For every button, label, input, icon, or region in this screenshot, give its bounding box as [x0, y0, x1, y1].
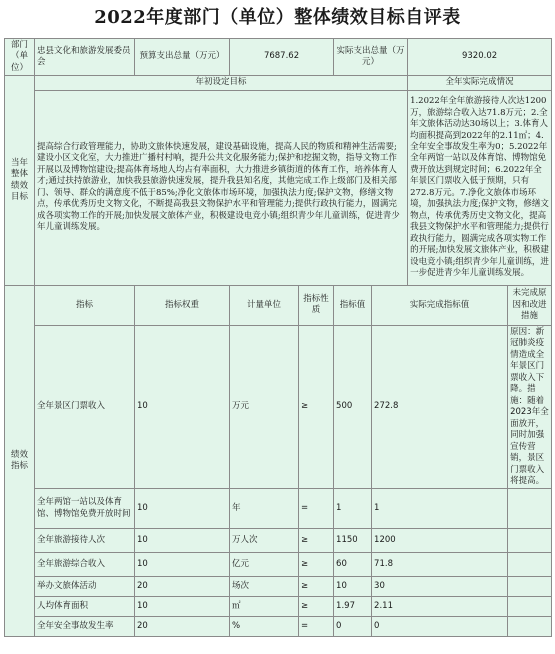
indicator-weight: 10 [135, 325, 230, 489]
indicator-nature: ≥ [299, 577, 334, 597]
indicator-weight: 10 [135, 553, 230, 577]
actual-label: 实际支出总量（万元） [334, 39, 408, 76]
indicator-weight: 20 [135, 617, 230, 637]
completed-goals-text: 1.2022年全年旅游接待人次达1200万，旅游综合收入达71.8万元；2.全年文旅体活动达30场以上；3.体育人均面积提高到2022年的2.11㎡；4.全年安全事故发生率为0；5.2022年全年两馆一站以及体育馆、博物馆免费开放达到规定时间；6.2022年全年景区门票收入低于预期，只有272.8万元。7.净化文旅体市场环境，加强执法力度;保护文物，修缮文物点，传承优秀历史文物文化，提高我县文物保护水平和管理能力;提供行政执行能力，圆满完成各项实物工作的开展;加快发展文旅体产业，积极建设电竞小镇;组织青少年儿童训练，进一步促进青少年儿童训练发展。 [408, 90, 552, 285]
indicator-target: 1 [334, 489, 372, 529]
col-header-name: 指标 [35, 285, 135, 325]
indicator-actual: 71.8 [372, 553, 508, 577]
completed-header: 全年实际完成情况 [408, 76, 552, 90]
indicator-reason [508, 489, 552, 529]
evaluation-table [4, 38, 552, 637]
indicator-actual: 1 [372, 489, 508, 529]
col-header-unit: 计量单位 [230, 285, 299, 325]
indicator-reason [508, 617, 552, 637]
indicator-target: 500 [334, 325, 372, 489]
indicator-actual: 1200 [372, 529, 508, 553]
indicator-nature: ≥ [299, 553, 334, 577]
indicator-nature: ≥ [299, 325, 334, 489]
table-row [5, 325, 552, 489]
indicators-header-row [5, 285, 552, 325]
indicator-nature: = [299, 617, 334, 637]
planned-goals-text: 提高综合行政管理能力，协助文旅体快速发展，建设基础设施，提高人民的物质和精神生活需要;建设小区文化室，大力推进广播村村响，提升公共文化服务能力;保护和挖掘文物，指导文物工作开展以及博物馆建设;提高体育场地人均占有率面积，大力推进乡镇街道的体育工作，培养体育人才;通过扶持旅游业，加快我县旅游快速发展，提升我县知名度，其他完成工作上级部门及相关部门、领导、群众的满意度不低于85%;净化文旅体市场环境，加强执法力度;保护文物，修缮文物点，传承优秀历史文物文化，不断提高我县文物保护水平和管理能力;提供行政执行能力，圆满完成各项实物工作的开展;加快发展文旅体产业，积极建设电竞小镇;组织青少年儿童训练，促进青少年儿童训练发展。 [35, 90, 408, 285]
indicator-actual: 30 [372, 577, 508, 597]
indicator-weight: 10 [135, 489, 230, 529]
table-row [5, 553, 552, 577]
goals-text-row [5, 90, 552, 285]
form-title: 2022年度部门（单位）整体绩效目标自评表 [94, 7, 461, 28]
indicator-unit: % [230, 617, 299, 637]
indicator-actual: 272.8 [372, 325, 508, 489]
indicator-nature: = [299, 489, 334, 529]
indicator-name: 全年景区门票收入 [35, 325, 135, 489]
indicator-reason [508, 553, 552, 577]
indicator-target: 1150 [334, 529, 372, 553]
dept-label: 部门（单位） [5, 39, 35, 76]
indicator-weight: 20 [135, 577, 230, 597]
actual-value: 9320.02 [408, 39, 552, 76]
indicator-reason [508, 529, 552, 553]
indicator-name: 全年旅游接待人次 [35, 529, 135, 553]
indicator-actual: 0 [372, 617, 508, 637]
indicator-nature: ≥ [299, 597, 334, 617]
dept-name: 忠县文化和旅游发展委员会 [35, 39, 135, 76]
indicator-name: 人均体育面积 [35, 597, 135, 617]
indicator-name: 全年两馆一站以及体育馆、博物馆免费开放时间 [35, 489, 135, 529]
indicator-reason [508, 597, 552, 617]
indicator-unit: ㎡ [230, 597, 299, 617]
goals-section-label: 当年整体绩效目标 [5, 76, 35, 285]
table-row [5, 597, 552, 617]
indicator-unit: 万人次 [230, 529, 299, 553]
indicator-target: 0 [334, 617, 372, 637]
indicator-target: 10 [334, 577, 372, 597]
indicator-reason: 原因：新冠肺炎疫情造成全年景区门票收入下降。措施：随着2023年全面放开，同时加强宣传营销，景区门票收入将提高。 [508, 325, 552, 489]
indicator-target: 1.97 [334, 597, 372, 617]
table-row [5, 577, 552, 597]
indicator-unit: 年 [230, 489, 299, 529]
col-header-weight: 指标权重 [135, 285, 230, 325]
indicator-unit: 场次 [230, 577, 299, 597]
indicator-nature: ≥ [299, 529, 334, 553]
indicator-weight: 10 [135, 529, 230, 553]
col-header-target: 指标值 [334, 285, 372, 325]
table-row [5, 617, 552, 637]
indicator-target: 60 [334, 553, 372, 577]
indicator-reason [508, 577, 552, 597]
indicator-weight: 10 [135, 597, 230, 617]
col-header-actual: 实际完成指标值 [372, 285, 508, 325]
indicator-actual: 2.11 [372, 597, 508, 617]
indicator-name: 举办文旅体活动 [35, 577, 135, 597]
table-row [5, 529, 552, 553]
planned-goals-header: 年初设定目标 [35, 76, 408, 90]
table-row [5, 489, 552, 529]
indicator-name: 全年旅游综合收入 [35, 553, 135, 577]
budget-value: 7687.62 [230, 39, 334, 76]
dept-row [5, 39, 552, 76]
indicator-unit: 亿元 [230, 553, 299, 577]
indicator-name: 全年安全事故发生率 [35, 617, 135, 637]
col-header-reason: 未完成原因和改进措施 [508, 285, 552, 325]
goals-header-row [5, 76, 552, 90]
indicators-section-label: 绩效指标 [5, 285, 35, 637]
indicator-unit: 万元 [230, 325, 299, 489]
col-header-nature: 指标性质 [299, 285, 334, 325]
budget-label: 预算支出总量（万元） [135, 39, 230, 76]
